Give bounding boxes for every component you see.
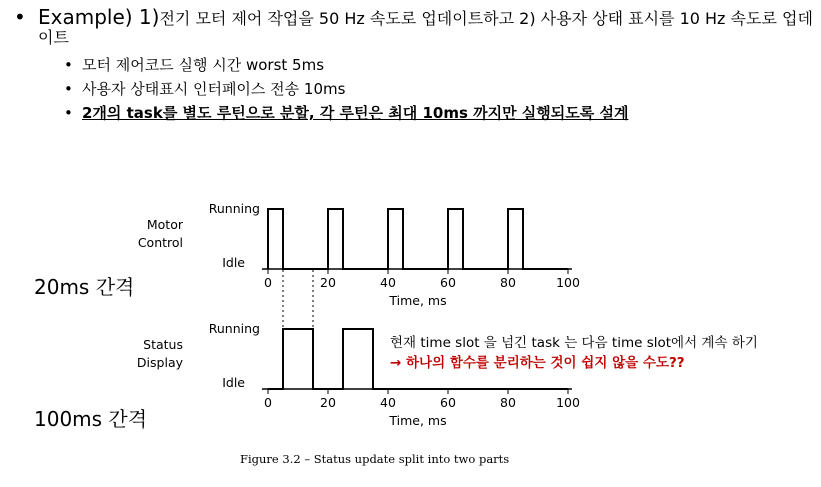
main-bullet-rest: 전기 모터 제어 작업을 50 Hz 속도로 업데이트하고 2) 사용자 상태 표시를 10 Hz 속도로 업데이트: [38, 9, 813, 47]
x-tick-label: 100: [556, 275, 580, 290]
x-tick-label: 20: [320, 395, 336, 410]
level-label-idle: Idle: [222, 255, 245, 270]
label-20ms: 20ms 간격: [34, 275, 135, 299]
sub-bullet-dot: •: [64, 56, 73, 74]
x-tick-label: 0: [264, 395, 272, 410]
note-line1: 현재 time slot 을 넘긴 task 는 다음 time slot에서 계속 하기: [390, 335, 758, 351]
x-tick-label: 0: [264, 275, 272, 290]
sub-bullet-1-text: 모터 제어코드 실행 시간 worst 5ms: [82, 56, 325, 74]
x-tick-label: 80: [500, 395, 516, 410]
x-tick-label: 60: [440, 395, 456, 410]
y-axis-title-1: Motor: [146, 217, 183, 232]
y-axis-title-2: Display: [136, 355, 183, 370]
y-axis-title-2: Status: [143, 337, 183, 352]
x-tick-label: 20: [320, 275, 336, 290]
x-tick-label: 80: [500, 275, 516, 290]
x-tick-label: 40: [380, 395, 396, 410]
sub-bullet-2-text: 사용자 상태표시 인터페이스 전송 10ms: [82, 80, 346, 98]
x-axis-title: Time, ms: [389, 413, 447, 428]
x-tick-label: 40: [380, 275, 396, 290]
main-bullet-lead: Example) 1): [38, 5, 160, 29]
level-label-running: Running: [208, 201, 260, 216]
y-axis-title-1: Control: [137, 235, 183, 250]
level-label-running: Running: [208, 321, 260, 336]
sub-bullet-3-text: 2개의 task를 별도 루틴으로 분할, 각 루틴은 최대 10ms 까지만 실행되도록 설계: [82, 104, 629, 122]
main-bullet-dot: •: [14, 5, 26, 29]
sub-bullet-dot: •: [64, 104, 73, 122]
x-axis-title: Time, ms: [389, 293, 447, 308]
note-line2: → 하나의 함수를 분리하는 것이 쉽지 않을 수도??: [390, 355, 685, 371]
level-label-idle: Idle: [222, 375, 245, 390]
x-tick-label: 60: [440, 275, 456, 290]
figure-caption: Figure 3.2 – Status update split into two parts: [240, 452, 510, 466]
label-100ms: 100ms 간격: [34, 407, 148, 431]
sub-bullet-dot: •: [64, 80, 73, 98]
waveform-series-1: [268, 209, 568, 269]
x-tick-label: 100: [556, 395, 580, 410]
